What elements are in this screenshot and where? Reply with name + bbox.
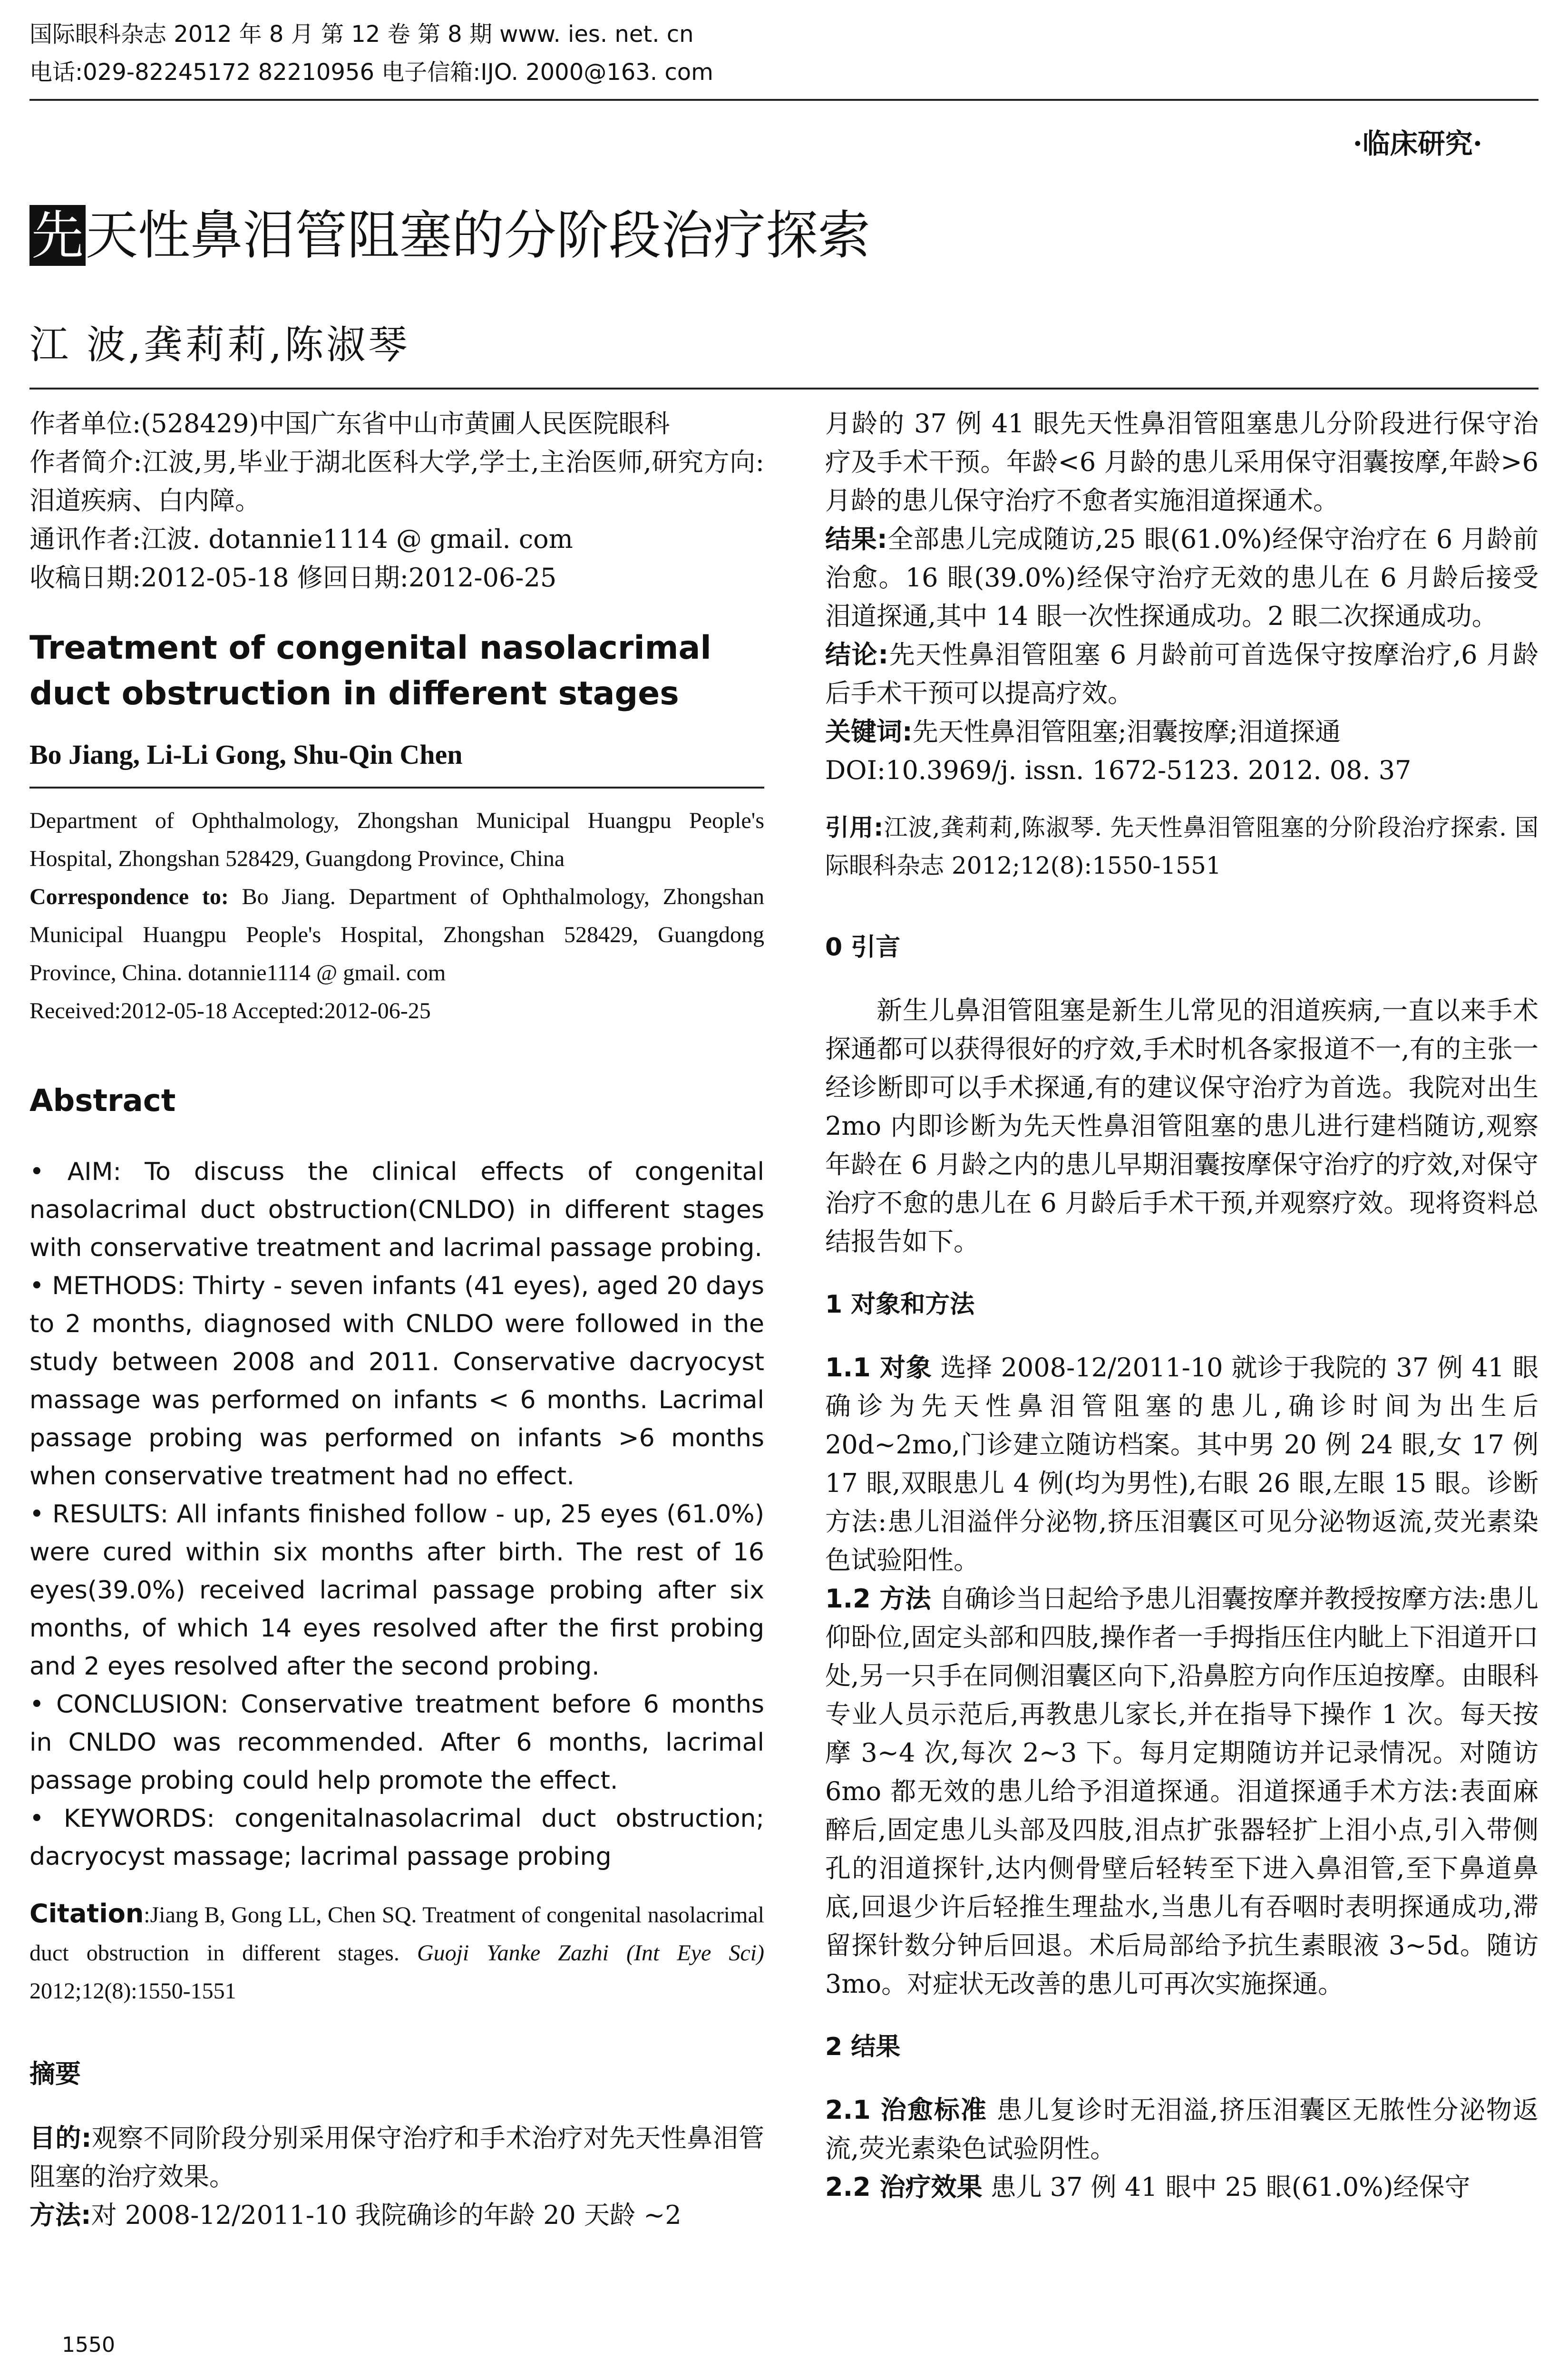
journal-header-line1: 国际眼科杂志 2012 年 8 月 第 12 卷 第 8 期 www. ies. net. cn bbox=[29, 21, 694, 48]
english-correspondence: Correspondence to: Bo Jiang. Department of Ophthalmology, Zhongshan Municipal Huangpu People's Hospital, Zhongshan 528429, Guangdong Province, China. dotannie1114 @ gmail. com bbox=[29, 884, 765, 985]
section-2-1: 2.1 治愈标准 患儿复诊时无泪溢,挤压泪囊区无脓性分泌物返流,荧光素染色试验阴性。 bbox=[825, 2095, 1539, 2163]
chinese-keywords: 关键词:先天性鼻泪管阻塞;泪囊按摩;泪道探通 bbox=[825, 717, 1341, 747]
abstract-conclusion: • CONCLUSION: Conservative treatment before 6 months in CNLDO was recommended. After 6 months, lacrimal passage probing could help promote the effect. bbox=[29, 1690, 764, 1795]
chinese-abstract-heading: 摘要 bbox=[29, 2059, 81, 2089]
section-1-1: 1.1 对象 选择 2008-12/2011-10 就诊于我院的 37 例 41 眼确诊为先天性鼻泪管阻塞的患儿,确诊时间为出生后 20d~2mo,门诊建立随访档案。其中男 20 例 24 眼,女 17 例 17 眼,双眼患儿 4 例(均为男性),右眼 26 眼,左眼 15 眼。诊断方法:患儿泪溢伴分泌物,挤压泪囊区可见分泌物返流,荧光素染色试验阳性。 bbox=[825, 1353, 1539, 1575]
page-number: 1550 bbox=[62, 2333, 115, 2357]
section-1-heading: 1 对象和方法 bbox=[825, 1290, 975, 1319]
abstract-aim: • AIM: To discuss the clinical effects of congenital nasolacrimal duct obstruction(CNLDO) in different stages with conservative treatment and lacrimal passage probing. bbox=[29, 1158, 764, 1262]
english-dates: Received:2012-05-18 Accepted:2012-06-25 bbox=[29, 998, 431, 1023]
citation-en: Citation:Jiang B, Gong LL, Chen SQ. Treatment of congenital nasolacrimal duct obstruction in different stages. Guoji Yanke Zazhi (Int Eye Sci) 2012;12(8):1550-1551 bbox=[29, 1899, 764, 2004]
title-first-char: 先 bbox=[29, 205, 86, 266]
doi: DOI:10.3969/j. issn. 1672-5123. 2012. 08. 37 bbox=[825, 755, 1412, 785]
chinese-abstract-aim: 目的:观察不同阶段分别采用保守治疗和手术治疗对先天性鼻泪管阻塞的治疗效果。 bbox=[29, 2123, 764, 2192]
section-0-text: 新生儿鼻泪管阻塞是新生儿常见的泪道疾病,一直以来手术探通都可以获得很好的疗效,手术时机各家报道不一,有的主张一经诊断即可以手术探通,有的建议保守治疗为首选。我院对出生 2mo 内即诊断为先天性鼻泪管阻塞的患儿进行建档随访,观察年龄在 6 月龄之内的患儿早期泪囊按摩保守治疗的疗效,对保守治疗不愈的患儿在 6 月龄后手术干预,并观察疗效。现将资料总结报告如下。 bbox=[825, 995, 1539, 1257]
affiliation-cn: 作者单位:(528429)中国广东省中山市黄圃人民医院眼科 bbox=[29, 409, 670, 438]
english-authors: Bo Jiang, Li-Li Gong, Shu-Qin Chen bbox=[29, 739, 463, 770]
abstract-results: • RESULTS: All infants finished follow - up, 25 eyes (61.0%) were cured within six months after birth. The rest of 16 eyes(39.0%) received lacrimal passage probing after six months, of which 14 eyes resolved after the first probing and 2 eyes resolved after the second probing. bbox=[29, 1500, 764, 1681]
chinese-abstract-conclusion: 结论:先天性鼻泪管阻塞 6 月龄前可首选保守按摩治疗,6 月龄后手术干预可以提高疗效。 bbox=[825, 640, 1539, 708]
authors-cn: 江 波,龚莉莉,陈淑琴 bbox=[29, 322, 410, 368]
section-label: ·临床研究· bbox=[1353, 127, 1482, 160]
left-column bbox=[29, 404, 764, 2234]
citation-cn: 引用:江波,龚莉莉,陈淑琴. 先天性鼻泪管阻塞的分阶段治疗探索. 国际眼科杂志 2012;12(8):1550-1551 bbox=[825, 814, 1539, 879]
chinese-abstract-methods-cont: 月龄的 37 例 41 眼先天性鼻泪管阻塞患儿分阶段进行保守治疗及手术干预。年龄<6 月龄的患儿采用保守泪囊按摩,年龄>6 月龄的患儿保守治疗不愈者实施泪道探通术。 bbox=[825, 409, 1539, 516]
abstract-keywords: • KEYWORDS: congenitalnasolacrimal duct obstruction; dacryocyst massage; lacrimal passage probing bbox=[29, 1804, 764, 1871]
english-authors-divider bbox=[29, 787, 764, 789]
english-title: Treatment of congenital nasolacrimal duct obstruction in different stages bbox=[29, 629, 711, 712]
journal-header-line2: 电话:029-82245172 82210956 电子信箱:IJO. 2000@163. com bbox=[29, 59, 713, 86]
chinese-abstract-results: 结果:全部患儿完成随访,25 眼(61.0%)经保守治疗在 6 月龄前治愈。16 眼(39.0%)经保守治疗无效的患儿在 6 月龄后接受泪道探通,其中 14 眼一次性探通成功。2 眼二次探通成功。 bbox=[825, 524, 1539, 631]
section-1-2: 1.2 方法 自确诊当日起给予患儿泪囊按摩并教授按摩方法:患儿仰卧位,固定头部和四肢,操作者一手拇指压住内眦上下泪道开口处,另一只手在同侧泪囊区向下,沿鼻腔方向作压迫按摩。由眼科专业人员示范后,再教患儿家长,并在指导下操作 1 次。每天按摩 3~4 次,每次 2~3 下。每月定期随访并记录情况。对随访 6mo 都无效的患儿给予泪道探通。泪道探通手术方法:表面麻醉后,固定患儿头部及四肢,泪点扩张器轻扩上泪小点,引入带侧孔的泪道探针,达内侧骨壁后轻转至下进入鼻泪管,至下鼻道鼻底,回退少许后轻推生理盐水,当患儿有吞咽时表明探通成功,滞留探针数分钟后回退。术后局部给予抗生素眼液 3~5d。随访 3mo。对症状无改善的患儿可再次实施探通。 bbox=[825, 1584, 1539, 1999]
section-2-heading: 2 结果 bbox=[825, 2033, 901, 2061]
dates-cn: 收稿日期:2012-05-18 修回日期:2012-06-25 bbox=[29, 563, 557, 593]
section-0-heading: 0 引言 bbox=[825, 933, 901, 962]
header-divider bbox=[29, 99, 1539, 101]
title-rest: 天性鼻泪管阻塞的分阶段治疗探索 bbox=[86, 205, 870, 266]
section-2-2: 2.2 治疗效果 患儿 37 例 41 眼中 25 眼(61.0%)经保守 bbox=[825, 2172, 1471, 2202]
english-affiliation: Department of Ophthalmology, Zhongshan Municipal Huangpu People's Hospital, Zhongshan 528429, Guangdong Province, China bbox=[29, 808, 764, 871]
corresponding-cn: 通讯作者:江波. dotannie1114 @ gmail. com bbox=[29, 524, 573, 554]
article-title bbox=[29, 205, 870, 266]
chinese-abstract-methods: 方法:对 2008-12/2011-10 我院确诊的年龄 20 天龄 ~2 bbox=[29, 2200, 682, 2230]
abstract-methods: • METHODS: Thirty - seven infants (41 eyes), aged 20 days to 2 months, diagnosed with CNLDO were followed in the study between 2008 and 2011. Conservative dacryocyst massage was performed on infants < 6 months. Lacrimal passage probing was performed on infants >6 months when conservative treatment had no effect. bbox=[29, 1272, 764, 1490]
title-divider bbox=[29, 388, 1539, 390]
right-column bbox=[825, 404, 1539, 2206]
abstract-heading: Abstract bbox=[29, 1083, 176, 1119]
author-bio-cn: 作者简介:江波,男,毕业于湖北医科大学,学士,主治医师,研究方向:泪道疾病、白内障。 bbox=[29, 447, 764, 516]
